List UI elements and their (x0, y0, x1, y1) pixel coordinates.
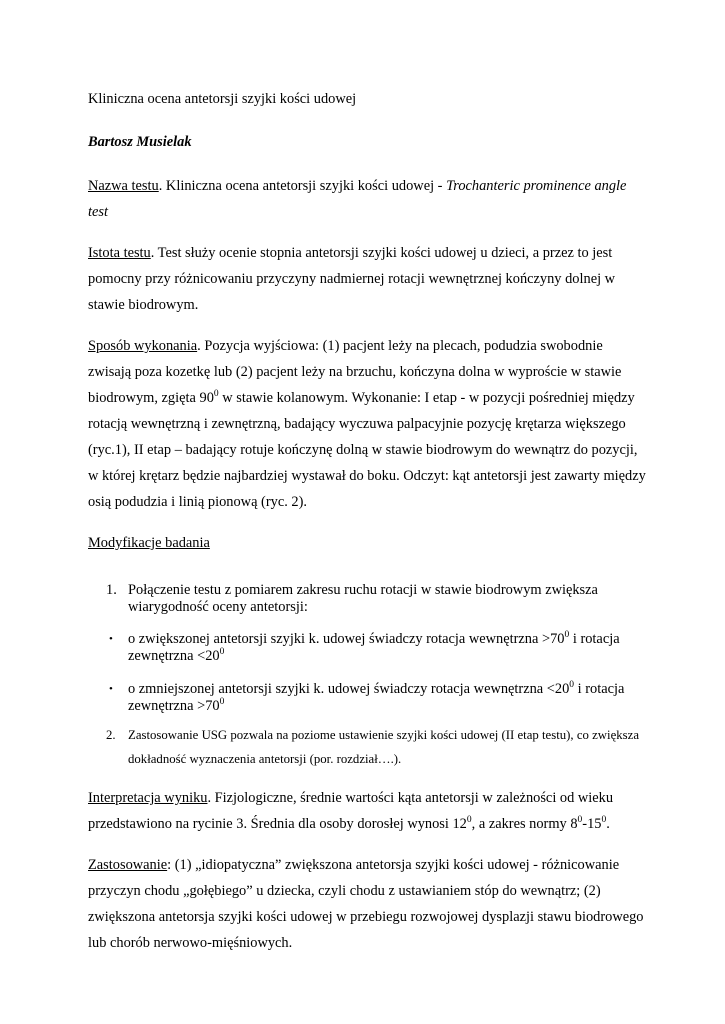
section-istota (88, 240, 648, 318)
degree-sup: 0 (466, 815, 472, 825)
modifications-list (88, 582, 648, 771)
section-nazwa (88, 173, 648, 225)
section-zastosowanie (88, 852, 648, 956)
section-sposob (88, 333, 648, 515)
section-interpretacja-text-d: . (606, 816, 610, 832)
list-item-text: i rotacja zewnętrzna >70 (128, 681, 625, 714)
bullet-icon: • (109, 683, 113, 695)
section-interpretacja-label: Interpretacja wyniku (88, 790, 208, 806)
degree-sup: 0 (219, 697, 225, 707)
degree-sup: 0 (213, 389, 219, 399)
degree-sup: 0 (564, 630, 570, 640)
list-item-number: 2. (106, 728, 116, 742)
list-item-text: o zwiększonej antetorsji szyjki k. udowej świadczy rotacja wewnętrzna >70 (128, 631, 565, 647)
list-item-text: Połączenie testu z pomiarem zakresu ruchu rotacji w stawie biodrowym zwiększa wiarygodność oceny antetorsji: (128, 582, 598, 615)
section-sposob-text-a: . Pozycja wyjściowa: (1) pacjent leży na plecach, podudzia swobodnie zwisają poza kozetkę lub (2) pacjent leży na brzuchu, kończyna dolna w wyproście w stawie biodrowym, zgięta 90 (88, 338, 622, 406)
list-item (88, 631, 648, 665)
list-item-text: Zastosowanie USG pozwala na poziome ustawienie szyjki kości udowej (II etap testu), co zwiększa dokładność wyznaczenia antetorsji (por. rozdział….). (128, 728, 640, 766)
section-interpretacja-text-b: , a zakres normy 8 (471, 816, 578, 832)
list-item (88, 582, 648, 616)
list-item-text: o zmniejszonej antetorsji szyjki k. udowej świadczy rotacja wewnętrzna <20 (128, 681, 570, 697)
section-modyfikacje (88, 530, 648, 556)
bullet-icon: • (109, 633, 113, 645)
degree-sup: 0 (577, 815, 583, 825)
list-item-number: 1. (106, 582, 117, 598)
section-interpretacja (88, 785, 648, 837)
document-page (88, 86, 648, 971)
degree-sup: 0 (601, 815, 607, 825)
section-interpretacja-text-c: -15 (582, 816, 602, 832)
section-zastosowanie-text: : (1) „idiopatyczna” zwiększona antetorsja szyjki kości udowej - różnicowanie przyczyn chodu „gołębiego” u dziecka, czyli chodu z ustawianiem stóp do wewnątrz; (2) zwiększona antetorsja szyjki kości udowej w przebiegu rozwojowej dysplazji stawu biodrowego lub chorób nerwowo-mięśniowych. (88, 857, 644, 951)
section-interpretacja-text-a: . Fizjologiczne, średnie wartości kąta antetorsji w zależności od wieku przedstawiono na rycinie 3. Średnia dla osoby dorosłej wynosi 12 (88, 790, 614, 832)
section-nazwa-italic: Trochanteric prominence angle test (88, 178, 627, 220)
document-title: Kliniczna ocena antetorsji szyjki kości udowej (88, 91, 357, 107)
section-sposob-label: Sposób wykonania (88, 338, 198, 354)
section-istota-label: Istota testu (88, 245, 151, 261)
section-istota-text: . Test służy ocenie stopnia antetorsji szyjki kości udowej u dzieci, a przez to jest pomocny przy różnicowaniu przyczyny nadmiernej rotacji wewnętrznej kończyny dolnej w stawie biodrowym. (88, 245, 616, 313)
section-sposob-text-b: w stawie kolanowym. Wykonanie: I etap - w pozycji pośredniej między rotacją wewnętrzną i zewnętrzną, badający wyczuwa palpacyjnie pozycję krętarza większego (ryc.1), II etap – badający rotuje kończynę dolną w stawie biodrowym do wewnątrz do pozycji, w której krętarz będzie najbardziej wystawał do boku. Odczyt: kąt antetorsji jest zawarty między osią podudzia i linią pionową (ryc. 2). (88, 390, 646, 510)
list-item-text: i rotacja zewnętrzna <20 (128, 631, 620, 664)
list-item (88, 723, 648, 771)
author-name: Bartosz Musielak (88, 134, 192, 150)
section-modyfikacje-label: Modyfikacje badania (88, 535, 210, 551)
list-item (88, 681, 648, 715)
degree-sup: 0 (569, 680, 575, 690)
section-zastosowanie-label: Zastosowanie (88, 857, 168, 873)
section-nazwa-text: . Kliniczna ocena antetorsji szyjki kości udowej - (158, 178, 447, 194)
degree-sup: 0 (219, 647, 225, 657)
section-nazwa-label: Nazwa testu (88, 178, 159, 194)
